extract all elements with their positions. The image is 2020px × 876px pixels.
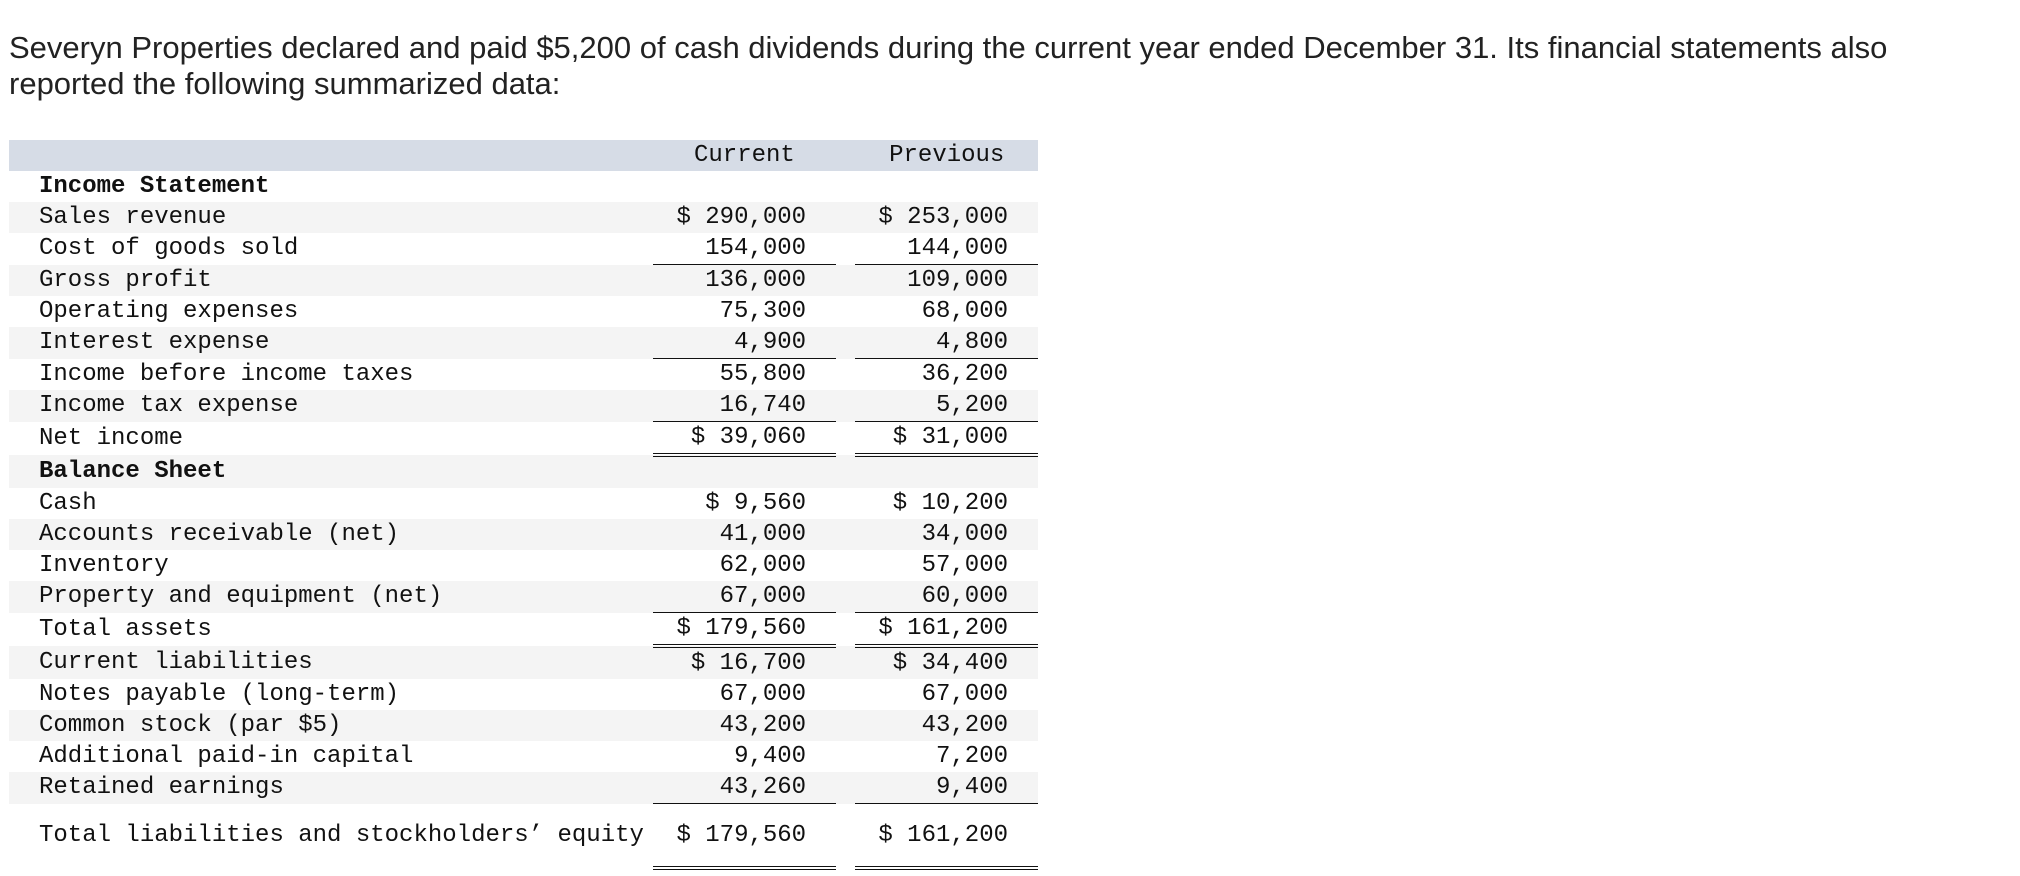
table-row (9, 422, 1038, 456)
previous-value: 67,000 (921, 681, 1008, 708)
table-row (9, 741, 1038, 772)
current-value: 62,000 (719, 552, 807, 579)
previous-value: 4,800 (855, 327, 1038, 359)
row-label: Common stock (par $5) (9, 710, 653, 741)
table-row (9, 359, 1038, 391)
financial-data-table (9, 140, 1038, 870)
current-value: 67,000 (653, 581, 836, 613)
table-row (9, 488, 1038, 519)
current-value: $ 290,000 (653, 202, 836, 233)
previous-value: 68,000 (921, 298, 1008, 325)
previous-value: 34,000 (855, 519, 1038, 550)
previous-value: 5,200 (855, 390, 1038, 422)
row-label: Net income (39, 424, 184, 452)
current-value: 41,000 (653, 519, 836, 550)
balance-sheet-heading: Balance Sheet (9, 455, 653, 488)
previous-value: $ 161,200 (855, 804, 1038, 869)
table-row (9, 519, 1038, 550)
row-label: Cash (39, 490, 97, 517)
current-value: $ 39,060 (653, 422, 836, 456)
row-label: Sales revenue (9, 202, 653, 233)
table-row (9, 581, 1038, 613)
table-row (9, 390, 1038, 422)
row-label: Property and equipment (net) (9, 581, 653, 613)
previous-value: 43,200 (855, 710, 1038, 741)
row-label: Gross profit (9, 265, 653, 297)
current-value: 75,300 (719, 298, 807, 325)
income-statement-heading: Income Statement (39, 173, 270, 200)
row-label: Total liabilities and stockholders’ equity (39, 822, 644, 850)
previous-value: 144,000 (907, 235, 1008, 262)
previous-value: $ 253,000 (855, 202, 1038, 233)
current-value: 16,740 (653, 390, 836, 422)
current-value: 4,900 (653, 327, 836, 359)
current-value: 43,200 (653, 710, 836, 741)
previous-value: $ 31,000 (855, 422, 1038, 456)
current-value: $ 179,560 (653, 613, 836, 647)
table-row (9, 804, 1038, 869)
table-row (9, 613, 1038, 647)
table-row (9, 772, 1038, 804)
previous-value: 57,000 (921, 552, 1008, 579)
previous-value: 36,200 (855, 359, 1038, 391)
row-label: Cost of goods sold (39, 235, 299, 263)
current-value: 67,000 (719, 681, 807, 708)
row-label: Income tax expense (9, 390, 653, 422)
current-value: $ 179,560 (653, 804, 836, 869)
current-value: 9,400 (734, 743, 807, 770)
current-value: 136,000 (653, 265, 836, 297)
previous-value: 9,400 (855, 772, 1038, 804)
column-header-current: Current (653, 140, 836, 171)
current-value: 154,000 (705, 235, 807, 262)
current-value: $ 16,700 (653, 646, 836, 679)
current-value: 55,800 (653, 359, 836, 391)
table-row (9, 646, 1038, 679)
header-label-cell (9, 140, 653, 171)
previous-value: $ 34,400 (855, 646, 1038, 679)
table-row (9, 679, 1038, 710)
row-label: Current liabilities (9, 646, 653, 679)
table-row (9, 233, 1038, 265)
current-value: $ 9,560 (705, 490, 807, 517)
table-row (9, 327, 1038, 359)
table-row (9, 550, 1038, 581)
previous-value: 7,200 (935, 743, 1008, 770)
row-label: Accounts receivable (net) (9, 519, 653, 550)
previous-value: 109,000 (855, 265, 1038, 297)
row-label: Total assets (39, 615, 212, 643)
current-value: 43,260 (653, 772, 836, 804)
section-heading-balance-sheet (9, 455, 1038, 488)
table-row (9, 710, 1038, 741)
table-row (9, 265, 1038, 297)
table-row (9, 296, 1038, 327)
table-row (9, 202, 1038, 233)
previous-value: $ 10,200 (892, 490, 1008, 517)
section-heading-income-statement (9, 171, 1038, 202)
row-label: Interest expense (9, 327, 653, 359)
row-label: Notes payable (long-term) (39, 681, 400, 708)
row-label: Inventory (39, 552, 169, 579)
problem-intro-text: Severyn Properties declared and paid $5,200 of cash dividends during the current year ended December 31. Its financial statements also reported the following summarized data: (9, 30, 1888, 101)
row-label: Retained earnings (9, 772, 653, 804)
row-label: Income before income taxes (39, 360, 414, 388)
previous-value: 60,000 (855, 581, 1038, 613)
row-label: Operating expenses (39, 298, 299, 325)
previous-value: $ 161,200 (855, 613, 1038, 647)
row-label: Additional paid-in capital (39, 743, 414, 770)
table-header-row (9, 140, 1038, 171)
column-header-previous: Previous (855, 140, 1038, 171)
